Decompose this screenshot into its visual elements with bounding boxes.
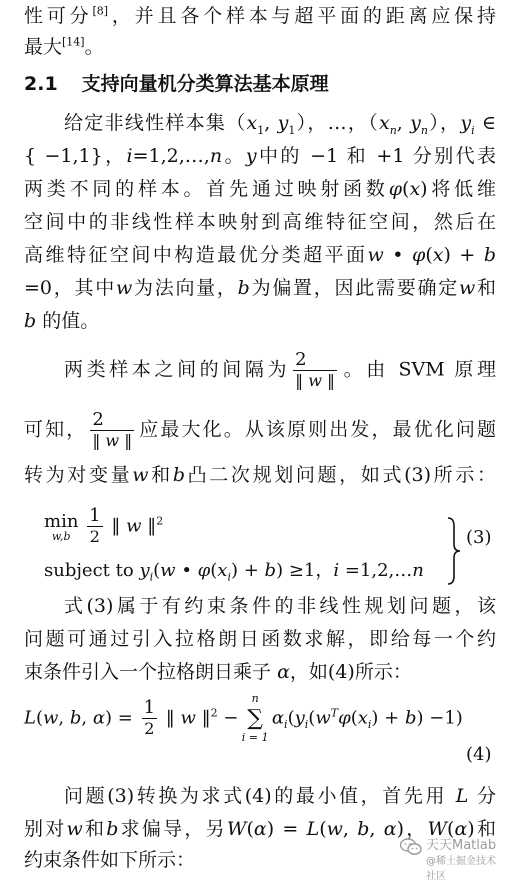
watermark-sub: @稀土掘金技术社区 (426, 856, 496, 882)
right-brace (446, 516, 462, 586)
text-line: 式(3)属于有约束条件的非线性规划问题，该 (64, 595, 496, 617)
text-line: { −1,1}，i=1,2,…,n。y中的 −1 和 +1 分别代表 (24, 145, 496, 167)
text-line: 问题可通过引入拉格朗日函数求解，即给每一个约 (24, 628, 496, 650)
text-line: 两类不同的样本。首先通过映射函数φ(x)将低维 (24, 178, 496, 200)
section-heading (24, 70, 496, 98)
text-line: 性可分[8]，并且各个样本与超平面的距离应保持 (24, 4, 496, 27)
equation-3-constraint: subject to $y_i(w$ • $\varphi(x_i) + b) \ge 1$，i =1,2,…n (44, 560, 424, 584)
watermark (400, 832, 504, 882)
text-line: 给定非线性样本集（$x_1$, $y_1$），…，（$x_n$, $y_n$），$y_i$ ∈ (64, 112, 496, 137)
equation-4: L(w, b, α) = $\frac{1}{2}$ ‖ w ‖$^2$ − n ∑ i = 1 $\alpha_i(y_i(w^T\varphi(x_i) + b) -1)$ (24, 691, 463, 744)
section-number: 2.1 (24, 73, 58, 95)
text-line: 约束条件如下所示： (24, 849, 196, 871)
text-line: 束条件引入一个拉格朗日乘子 α，如(4)所示： (24, 661, 412, 683)
text-line: 别对w和b求偏导，另W(α) = L(w, b, α)，W(α)和 (24, 818, 496, 840)
watermark-name: 天天Matlab (426, 838, 497, 853)
equation-number: (4) (466, 744, 492, 765)
text-line: 问题(3)转换为求式(4)的最小值，首先用 L 分 (64, 785, 497, 807)
text-line: 高维特征空间中构造最优分类超平面w • φ(x) + b (24, 244, 496, 266)
equation-3-objective: min w,b $\frac{1}{2}$ ‖ w ‖$^2$ (44, 505, 164, 546)
text-line: 可知， $\frac{2}{‖ w ‖}$ 应最大化。从该原则出发，最优化问题 (24, 409, 496, 450)
citation: [14] (62, 35, 85, 49)
margin-fraction: $\frac{2}{‖ w ‖}$ (295, 349, 336, 390)
text-line: =0，其中w为法向量，b为偏置，因此需要确定w和 (24, 277, 496, 299)
text-line: b 的值。 (24, 310, 100, 332)
section-title: 支持向量机分类算法基本原理 (81, 73, 329, 95)
citation: [8] (92, 4, 109, 18)
text-line: 最大[14]。 (24, 35, 104, 58)
margin-fraction: $\frac{2}{‖ w ‖}$ (92, 409, 133, 450)
text-line: 空间中的非线性样本映射到高维特征空间，然后在 (24, 211, 496, 233)
summation: n ∑ i = 1 (241, 691, 269, 744)
text-line: 转为对变量w和b凸二次规划问题，如式(3)所示： (24, 464, 496, 486)
text-line: 两类样本之间的间隔为 $\frac{2}{‖ w ‖}$ 。由 SVM 原理 (64, 349, 496, 390)
equation-number: (3) (466, 527, 492, 548)
wechat-icon (400, 838, 422, 856)
